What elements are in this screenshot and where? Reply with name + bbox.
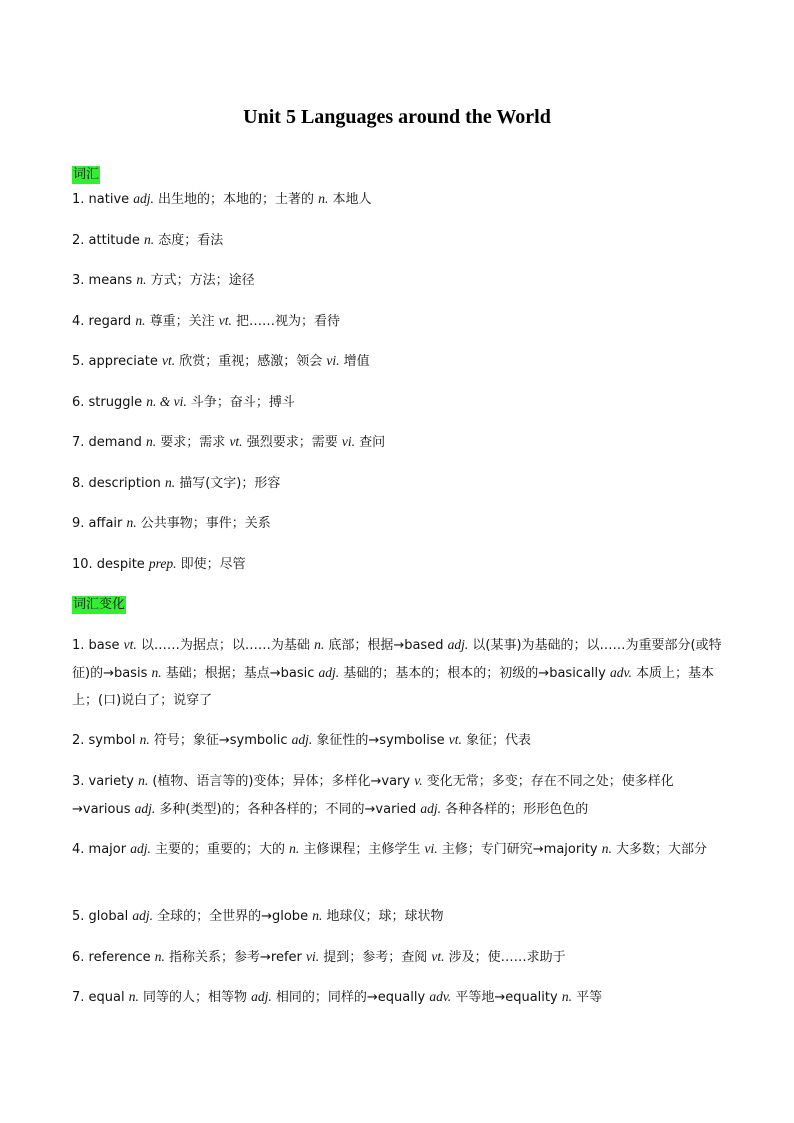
part-of-speech: adv. bbox=[609, 665, 632, 680]
vocab-entry bbox=[72, 266, 724, 294]
vocab-entry bbox=[72, 509, 724, 537]
definition-text: 公共事物；事件；关系 bbox=[136, 516, 271, 531]
page-title: Unit 5 Languages around the World bbox=[243, 106, 551, 128]
part-of-speech: adv. bbox=[429, 989, 452, 1004]
headword: 7. demand bbox=[72, 435, 147, 450]
vocab-entry bbox=[72, 469, 724, 497]
word-form-entry bbox=[72, 902, 724, 930]
definition-text: 主修；专门研究→majority bbox=[437, 842, 602, 857]
definition-text: 平等 bbox=[571, 990, 603, 1005]
headword: 1. native bbox=[72, 192, 134, 207]
headword: 4. major bbox=[72, 842, 131, 857]
definition-text: 变化无常；多变；存在不同之处；使多样化→various bbox=[72, 774, 674, 817]
headword: 6. reference bbox=[72, 950, 155, 965]
definition-text: 态度；看法 bbox=[154, 233, 224, 248]
definition-text: 象征；代表 bbox=[461, 733, 532, 748]
headword: 8. description bbox=[72, 476, 165, 491]
part-of-speech: adj. bbox=[291, 732, 313, 747]
headword: 5. appreciate bbox=[72, 354, 163, 369]
part-of-speech: n. bbox=[128, 989, 139, 1004]
definition-text: 涉及；使……求助于 bbox=[444, 950, 566, 965]
definition-text: 本地人 bbox=[328, 192, 372, 207]
part-of-speech: n. bbox=[318, 191, 329, 206]
definition-text: 象征性的→symbolise bbox=[312, 733, 449, 748]
definition-text: 基础；根据；基点→basic bbox=[161, 666, 319, 681]
part-of-speech: n. bbox=[135, 313, 146, 328]
part-of-speech: n. bbox=[289, 841, 300, 856]
part-of-speech: adj. bbox=[318, 665, 340, 680]
definition-text: 同等的人；相等物 bbox=[138, 990, 252, 1005]
definition-text: 斗争；奋斗；搏斗 bbox=[186, 395, 295, 410]
part-of-speech: n. bbox=[138, 773, 149, 788]
part-of-speech: vt. bbox=[431, 949, 445, 964]
definition-text: 大多数；大部分 bbox=[611, 842, 708, 857]
part-of-speech: n. bbox=[144, 232, 155, 247]
vocab-entry bbox=[72, 428, 724, 456]
definition-text: 各种各样的；形形色色的 bbox=[441, 802, 589, 817]
part-of-speech: vt. bbox=[123, 637, 137, 652]
definition-text: 出生地的；本地的；土著的 bbox=[153, 192, 319, 207]
word-form-entry bbox=[72, 631, 724, 714]
part-of-speech: prep. bbox=[148, 556, 177, 571]
headword: 4. regard bbox=[72, 314, 136, 329]
definition-text: 主修课程；主修学生 bbox=[299, 842, 425, 857]
part-of-speech: vi. bbox=[341, 434, 355, 449]
headword: 1. base bbox=[72, 638, 124, 653]
headword: 3. variety bbox=[72, 774, 139, 789]
part-of-speech: vt. bbox=[448, 732, 462, 747]
definition-text: 查问 bbox=[354, 435, 386, 450]
part-of-speech: vt. bbox=[162, 353, 176, 368]
definition-text: 提到；参考；查阅 bbox=[319, 950, 432, 965]
part-of-speech: vi. bbox=[326, 353, 340, 368]
part-of-speech: vt. bbox=[229, 434, 243, 449]
vocab-entry bbox=[72, 185, 724, 213]
vocab-entry bbox=[72, 226, 724, 254]
part-of-speech: vt. bbox=[218, 313, 232, 328]
definition-text: 底部；根据→based bbox=[324, 638, 448, 653]
headword: 2. attitude bbox=[72, 233, 145, 248]
part-of-speech: n. bbox=[314, 637, 325, 652]
section-label-word-forms: 词汇变化 bbox=[73, 597, 126, 612]
definition-text: 以(某事)为基础的；以……为重要部分(或特征)的→basis bbox=[72, 638, 722, 681]
part-of-speech: v. bbox=[414, 773, 423, 788]
part-of-speech: adj. bbox=[251, 989, 272, 1004]
word-form-entry bbox=[72, 835, 724, 863]
headword: 3. means bbox=[72, 273, 137, 288]
headword: 5. global bbox=[72, 909, 133, 924]
definition-text: 要求；需求 bbox=[156, 435, 230, 450]
vocab-entry bbox=[72, 307, 724, 335]
part-of-speech: n. bbox=[151, 665, 162, 680]
definition-text: 描写(文字)；形容 bbox=[175, 476, 281, 491]
part-of-speech: vi. bbox=[424, 841, 438, 856]
headword: 9. affair bbox=[72, 516, 127, 531]
definition-text: 尊重；关注 bbox=[145, 314, 219, 329]
definition-text: 方式；方法；途径 bbox=[146, 273, 255, 288]
part-of-speech: n. bbox=[312, 908, 323, 923]
vocab-entry bbox=[72, 550, 724, 578]
word-form-entry bbox=[72, 767, 724, 823]
definition-text: 增值 bbox=[339, 354, 370, 369]
part-of-speech: vi. bbox=[306, 949, 320, 964]
headword: 6. struggle bbox=[72, 395, 147, 410]
part-of-speech: n. bbox=[139, 732, 150, 747]
headword: 10. despite bbox=[72, 557, 149, 572]
part-of-speech: adj. bbox=[420, 801, 442, 816]
word-form-entry bbox=[72, 943, 724, 971]
part-of-speech: adj. bbox=[130, 841, 151, 856]
part-of-speech: n. bbox=[154, 949, 165, 964]
headword: 7. equal bbox=[72, 990, 129, 1005]
part-of-speech: n. bbox=[126, 515, 137, 530]
word-form-entry bbox=[72, 726, 724, 754]
part-of-speech: adj. bbox=[132, 908, 153, 923]
part-of-speech: n. bbox=[146, 434, 157, 449]
definition-text: 主要的；重要的；大的 bbox=[150, 842, 290, 857]
part-of-speech: adj. bbox=[133, 191, 154, 206]
part-of-speech: adj. bbox=[447, 637, 469, 652]
part-of-speech: n. bbox=[601, 841, 612, 856]
definition-text: 强烈要求；需要 bbox=[242, 435, 342, 450]
part-of-speech: adj. bbox=[134, 801, 156, 816]
definition-text: 欣赏；重视；感激；领会 bbox=[175, 354, 327, 369]
definition-text: 指称关系；参考→refer bbox=[164, 950, 307, 965]
word-form-entry bbox=[72, 983, 724, 1011]
vocab-entry bbox=[72, 347, 724, 375]
part-of-speech: n. bbox=[561, 989, 572, 1004]
headword: 2. symbol bbox=[72, 733, 140, 748]
definition-text: 把……视为；看待 bbox=[231, 314, 340, 329]
section-label-vocabulary: 词汇 bbox=[73, 167, 100, 182]
part-of-speech: n. bbox=[136, 272, 147, 287]
definition-text: 多种(类型)的；各种各样的；不同的→varied bbox=[155, 802, 421, 817]
part-of-speech: n. bbox=[164, 475, 176, 490]
definition-text: 本质上；基本上；(口)说白了；说穿了 bbox=[72, 666, 714, 708]
definition-text: 全球的；全世界的→globe bbox=[152, 909, 313, 924]
definition-text: 平等地→equality bbox=[451, 990, 562, 1005]
definition-text: 即使；尽管 bbox=[176, 557, 246, 572]
definition-text: 基础的；基本的；根本的；初级的→basically bbox=[339, 666, 610, 681]
definition-text: 符号；象征→symbolic bbox=[149, 733, 292, 748]
definition-text: (植物、语言等的)变体；异体；多样化→vary bbox=[148, 774, 415, 789]
definition-text: 地球仪；球；球状物 bbox=[322, 909, 444, 924]
vocab-entry bbox=[72, 388, 724, 416]
part-of-speech: n. & vi. bbox=[146, 394, 187, 409]
definition-text: 相同的；同样的→equally bbox=[271, 990, 430, 1005]
definition-text: 以……为据点；以……为基础 bbox=[136, 638, 315, 653]
